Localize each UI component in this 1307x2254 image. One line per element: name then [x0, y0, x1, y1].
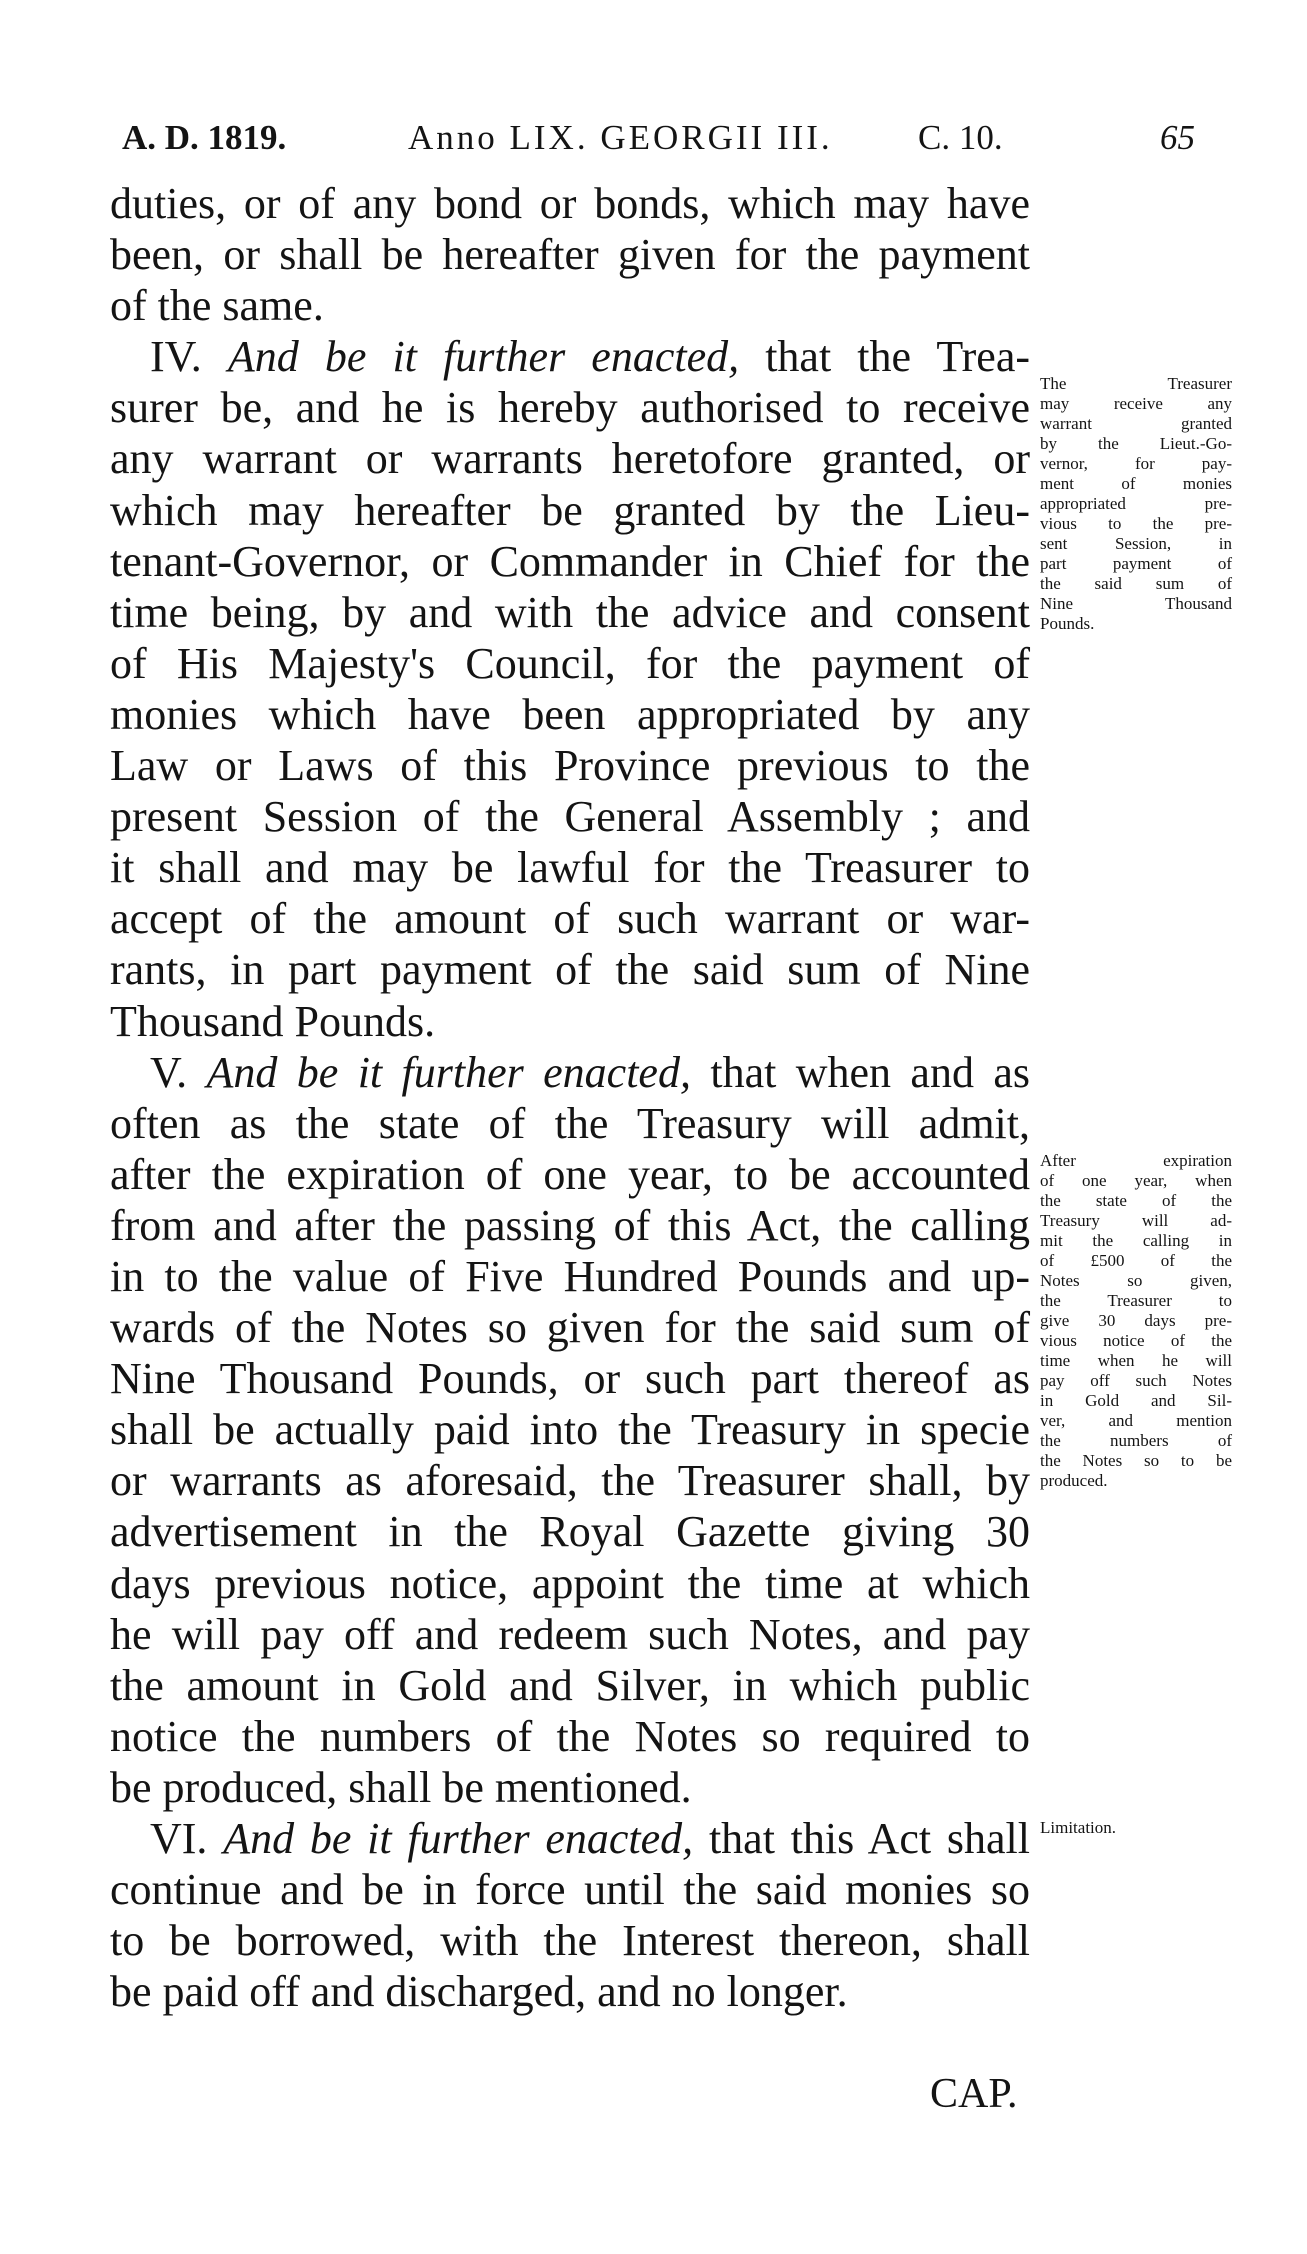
margin-note-line: time when he will [1040, 1351, 1232, 1370]
text-line: advertisement in the Royal Gazette giving 30 [110, 1507, 1030, 1557]
text-line: tenant-Governor, or Commander in Chief for the [110, 536, 1030, 586]
text-line: surer be, and he is hereby authorised to receive [110, 383, 1030, 433]
margin-note-line: the said sum of [1040, 574, 1232, 593]
header-title: Anno LIX. GEORGII III. [408, 118, 833, 157]
margin-note-line: the Treasurer to [1040, 1291, 1232, 1310]
margin-note-line: Nine Thousand [1040, 594, 1232, 613]
text-line: been, or shall be hereafter given for the payment [110, 230, 1030, 280]
text-line: after the expiration of one year, to be accounted [110, 1149, 1030, 1199]
margin-note-section-v [1040, 1151, 1232, 1491]
margin-note-line: of £500 of the [1040, 1251, 1232, 1270]
margin-note-line: Notes so given, [1040, 1271, 1232, 1290]
margin-note-section-vi [1040, 1818, 1232, 1838]
margin-note-line: warrant granted [1040, 414, 1232, 433]
margin-note-line: part payment of [1040, 554, 1232, 573]
margin-note-section-iv [1040, 374, 1232, 634]
enacting-phrase: And be it further enacted, [206, 1047, 691, 1097]
text-line: be produced, shall be mentioned. [110, 1762, 692, 1812]
margin-note-line: mit the calling in [1040, 1231, 1232, 1250]
text-line: in to the value of Five Hundred Pounds and up- [110, 1251, 1030, 1301]
text-line: the amount in Gold and Silver, in which public [110, 1660, 1030, 1710]
margin-note-line: vious to the pre- [1040, 514, 1232, 533]
margin-note-line: ver, and mention [1040, 1411, 1232, 1430]
text-line: Nine Thousand Pounds, or such part thereof as [110, 1354, 1030, 1404]
margin-note-line: the state of the [1040, 1191, 1232, 1210]
running-header [110, 118, 1240, 168]
margin-note-line: the Notes so to be [1040, 1451, 1232, 1470]
text-line: which may hereafter be granted by the Lieu- [110, 485, 1030, 535]
text-line: rants, in part payment of the said sum of Nine [110, 945, 1030, 995]
margin-note-line: vernor, for pay- [1040, 454, 1232, 473]
text-line: continue and be in force until the said monies so [110, 1865, 1030, 1915]
text-line: or warrants as aforesaid, the Treasurer shall, by [110, 1456, 1030, 1506]
section-v-heading-line [110, 1047, 1030, 1098]
text-fragment: that when and as [710, 1047, 1030, 1097]
section-number: VI. [150, 1814, 208, 1863]
enacting-phrase: And be it further enacted, [223, 1814, 694, 1863]
text-line: Law or Laws of this Province previous to the [110, 741, 1030, 791]
margin-note-line: sent Session, in [1040, 534, 1232, 553]
margin-note-line: pay off such Notes [1040, 1371, 1232, 1390]
text-line: notice the numbers of the Notes so required to [110, 1711, 1030, 1761]
text-line: monies which have been appropriated by any [110, 689, 1030, 739]
text-line: time being, by and with the advice and consent [110, 587, 1030, 637]
margin-note-line: Limitation. [1040, 1818, 1117, 1837]
margin-note-line: the numbers of [1040, 1431, 1232, 1450]
margin-note-line: by the Lieut.-Go- [1040, 434, 1232, 453]
section-vi-heading-line [110, 1813, 1030, 1864]
margin-note-line: of one year, when [1040, 1171, 1232, 1190]
text-line: of the same. [110, 281, 324, 331]
text-line: days previous notice, appoint the time at which [110, 1558, 1030, 1608]
margin-note-line: give 30 days pre- [1040, 1311, 1232, 1330]
text-line: wards of the Notes so given for the said sum of [110, 1303, 1030, 1353]
header-date: A. D. 1819. [122, 118, 287, 157]
margin-note-line: After expiration [1040, 1151, 1232, 1170]
text-line: he will pay off and redeem such Notes, and pay [110, 1609, 1030, 1659]
body-text [110, 178, 1030, 2017]
margin-note-line: produced. [1040, 1471, 1108, 1490]
text-line: any warrant or warrants heretofore granted, or [110, 434, 1030, 484]
text-fragment: that this Act shall [708, 1814, 1030, 1863]
text-line: duties, or of any bond or bonds, which may have [110, 179, 1030, 228]
text-line: Thousand Pounds. [110, 996, 436, 1046]
margin-note-line: may receive any [1040, 394, 1232, 413]
text-line: present Session of the General Assembly ; and [110, 792, 1030, 842]
text-line: of His Majesty's Council, for the payment of [110, 638, 1030, 688]
text-fragment: that the Trea- [765, 332, 1031, 382]
section-number: IV. [150, 332, 202, 382]
enacting-phrase: And be it further enacted, [227, 332, 740, 382]
text-line: to be borrowed, with the Interest thereon, shall [110, 1916, 1030, 1966]
margin-note-line: ment of monies [1040, 474, 1232, 493]
text-line: it shall and may be lawful for the Treasurer to [110, 843, 1030, 893]
text-line: accept of the amount of such warrant or war- [110, 894, 1030, 944]
text-line: from and after the passing of this Act, the calling [110, 1200, 1030, 1250]
margin-note-line: The Treasurer [1040, 374, 1232, 393]
header-chapter: C. 10. [918, 118, 1003, 157]
margin-note-line: Pounds. [1040, 614, 1095, 633]
section-number: V. [150, 1047, 188, 1097]
text-line: often as the state of the Treasury will admit, [110, 1098, 1030, 1148]
margin-note-line: vious notice of the [1040, 1331, 1232, 1350]
page-number: 65 [1160, 118, 1195, 157]
catchword: CAP. [930, 2071, 1018, 2117]
section-iv-heading-line [110, 331, 1030, 382]
margin-note-line: in Gold and Sil- [1040, 1391, 1232, 1410]
margin-note-line: Treasury will ad- [1040, 1211, 1232, 1230]
text-line: be paid off and discharged, and no longer. [110, 1967, 848, 2017]
margin-note-line: appropriated pre- [1040, 494, 1232, 513]
text-line: shall be actually paid into the Treasury in specie [110, 1405, 1030, 1455]
